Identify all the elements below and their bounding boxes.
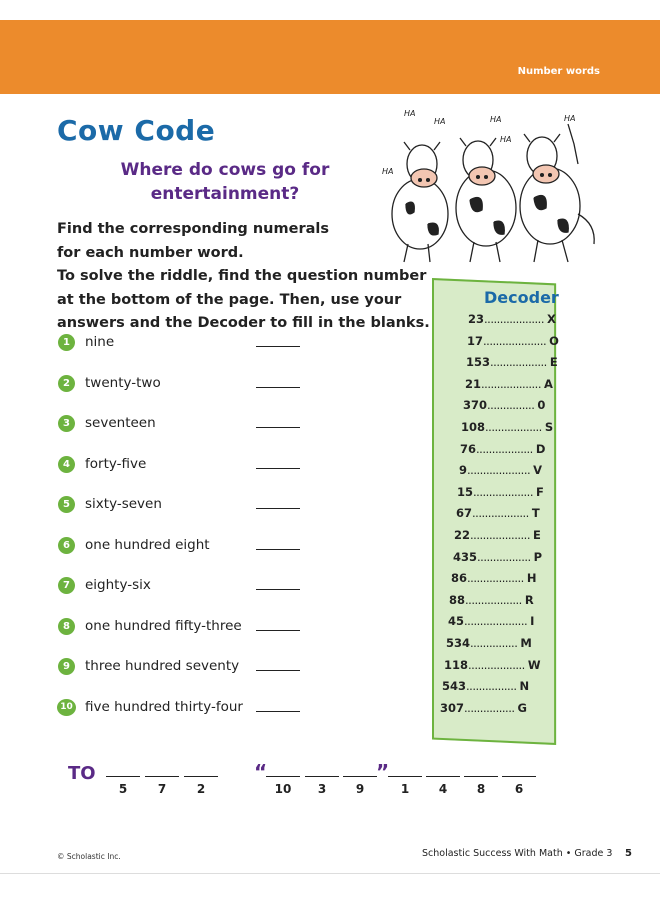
decoder-entry: 67.................. T: [456, 506, 540, 521]
answer-blank[interactable]: [256, 670, 300, 671]
decoder-entry: 21................... A: [465, 376, 553, 391]
laugh-text: HA: [490, 115, 502, 124]
question-number-badge: 8: [58, 618, 75, 635]
answer-blank[interactable]: [256, 549, 300, 550]
answer-blank[interactable]: [256, 468, 300, 469]
answer-blank[interactable]: [502, 776, 536, 777]
decoder-entry: 22................... E: [454, 528, 541, 542]
decoder-entry: 86.................. H: [451, 571, 537, 586]
decoder-title: Decoder: [484, 288, 559, 307]
number-word: seventeen: [85, 415, 156, 431]
decoder-letter: I: [530, 614, 535, 629]
decoder-letter: N: [519, 679, 530, 694]
decoder-number: 370: [463, 398, 488, 413]
decoder-number: 76: [460, 441, 477, 456]
book-title: Scholastic Success With Math • Grade 3: [422, 848, 613, 859]
blank-question-number: 8: [476, 782, 486, 796]
answer-blank[interactable]: [106, 776, 140, 777]
question-number-badge: 1: [58, 334, 75, 351]
decoder-number: 45: [448, 614, 465, 629]
answer-blank[interactable]: [266, 776, 300, 777]
blank-question-number: 4: [438, 782, 448, 796]
decoder-entry: 76.................. D: [460, 441, 546, 456]
decoder-letter: H: [526, 571, 537, 586]
decoder-letter: R: [524, 592, 534, 607]
section-label: Number words: [517, 66, 600, 77]
riddle-answer-line: [0, 760, 660, 800]
decoder-number: 307: [440, 700, 465, 715]
question-item: [58, 697, 318, 719]
decoder-number: 108: [461, 420, 486, 434]
laughing-cows-illustration: [378, 104, 603, 264]
number-word: nine: [85, 334, 115, 350]
decoder-entry: 15................... F: [457, 484, 544, 499]
decoder-number: 17: [467, 333, 484, 348]
decoder-entry: 17.................... O: [467, 333, 559, 348]
open-quote: “: [254, 760, 268, 784]
blank-question-number: 5: [118, 782, 128, 796]
answer-blank[interactable]: [256, 427, 300, 428]
answer-blank[interactable]: [464, 776, 498, 777]
decoder-letter: V: [533, 463, 543, 478]
question-number-badge: 10: [57, 699, 76, 716]
answer-blank[interactable]: [343, 776, 377, 777]
question-item: [58, 413, 318, 435]
question-item: [58, 575, 318, 597]
number-word: one hundred fifty-three: [85, 617, 242, 634]
decoder-letter: P: [533, 549, 543, 564]
answer-blank[interactable]: [184, 776, 218, 777]
laugh-text: HA: [404, 109, 416, 118]
answer-blank[interactable]: [426, 776, 460, 777]
question-item: [58, 656, 318, 678]
riddle-line: Where do cows go for: [120, 160, 330, 180]
instruction-line: for each number word.: [57, 244, 244, 261]
decoder-letter: O: [549, 333, 559, 348]
decoder-entry: 435................. P: [453, 549, 543, 564]
decoder-letter: S: [544, 420, 554, 434]
question-number-badge: 4: [58, 456, 75, 473]
blank-question-number: 6: [514, 782, 524, 796]
decoder-number: 15: [457, 484, 474, 499]
question-item: [58, 535, 318, 557]
question-number-badge: 9: [58, 658, 75, 675]
decoder-letter: W: [527, 657, 541, 672]
riddle-question: [95, 158, 355, 206]
decoder-number: 118: [444, 657, 469, 672]
number-word: twenty-two: [85, 374, 161, 391]
decoder-number: 21: [465, 376, 482, 391]
header-bar: [0, 20, 660, 94]
decoder-card: [432, 278, 558, 748]
answer-blank[interactable]: [388, 776, 422, 777]
decoder-entry: 153.................. E: [466, 355, 558, 370]
question-number-badge: 6: [58, 537, 75, 554]
decoder-letter: T: [531, 506, 540, 521]
instruction-line: To solve the riddle, find the question number: [57, 268, 427, 284]
decoder-entry: 88.................. R: [449, 592, 534, 607]
decoder-number: 22: [454, 528, 471, 542]
decoder-letter: E: [532, 528, 541, 542]
question-number-badge: 2: [58, 375, 75, 392]
decoder-letter: A: [543, 376, 553, 391]
decoder-entry: 370............... 0: [463, 398, 546, 413]
question-item: [58, 454, 318, 476]
number-word: eighty-six: [85, 577, 151, 593]
decoder-letter: D: [535, 441, 546, 456]
decoder-number: 86: [451, 571, 468, 586]
decoder-entry: 23................... X: [468, 312, 556, 326]
decoder-number: 67: [456, 506, 473, 521]
bottom-divider: [0, 873, 660, 874]
decoder-number: 534: [446, 636, 471, 650]
decoder-number: 543: [442, 679, 467, 694]
instruction-line: Find the corresponding numerals: [57, 221, 329, 237]
decoder-number: 153: [466, 355, 491, 370]
instruction-line: answers and the Decoder to fill in the blanks.: [57, 315, 430, 331]
decoder-number: 435: [453, 549, 478, 564]
laugh-text: HA: [564, 114, 576, 123]
riddle-line: entertainment?: [150, 184, 300, 204]
decoder-entry: 9.................... V: [459, 463, 543, 478]
number-word: one hundred eight: [85, 536, 210, 553]
page-title: Cow Code: [57, 114, 216, 147]
answer-blank[interactable]: [145, 776, 179, 777]
question-number-badge: 3: [58, 415, 75, 432]
copyright-notice: © Scholastic Inc.: [57, 852, 121, 861]
decoder-entry: 534............... M: [446, 636, 532, 650]
decoder-number: 88: [449, 592, 466, 607]
decoder-entry: 118.................. W: [444, 657, 541, 672]
instructions: [57, 218, 430, 336]
question-number-badge: 5: [58, 496, 75, 513]
blank-question-number: 9: [355, 782, 365, 796]
answer-prefix: TO: [68, 763, 96, 784]
question-number-badge: 7: [58, 577, 75, 594]
instruction-line: at the bottom of the page. Then, use your: [57, 291, 402, 308]
decoder-letter: 0: [537, 398, 546, 413]
decoder-letter: F: [535, 484, 544, 499]
number-word: sixty-seven: [85, 496, 162, 512]
answer-blank[interactable]: [256, 589, 300, 590]
question-item: [58, 616, 318, 638]
decoder-number: 9: [459, 463, 468, 478]
decoder-letter: G: [517, 700, 527, 715]
decoder-entry: 45.................... I: [448, 614, 535, 629]
laugh-text: HA: [382, 167, 394, 176]
answer-blank[interactable]: [256, 508, 300, 509]
answer-blank[interactable]: [256, 711, 300, 712]
number-word: forty-five: [85, 455, 147, 472]
decoder-entry: 307................ G: [440, 700, 527, 715]
blank-question-number: 3: [317, 782, 327, 796]
laugh-text: HA: [500, 135, 512, 144]
page-number: 5: [625, 848, 632, 859]
number-word: three hundred seventy: [85, 658, 240, 674]
answer-blank[interactable]: [256, 387, 300, 388]
blank-question-number: 7: [157, 782, 167, 796]
blank-question-number: 1: [400, 782, 410, 796]
laugh-text: HA: [434, 117, 446, 126]
decoder-number: 23: [468, 312, 485, 326]
decoder-letter: M: [520, 636, 532, 650]
question-item: [58, 494, 318, 516]
decoder-letter: X: [546, 312, 556, 326]
decoder-entry: 108.................. S: [461, 420, 554, 434]
decoder-entry: 543................ N: [442, 679, 530, 694]
decoder-letter: E: [549, 355, 558, 370]
answer-blank[interactable]: [256, 630, 300, 631]
blank-question-number: 10: [274, 782, 292, 796]
question-item: [58, 332, 318, 354]
question-item: [58, 373, 318, 395]
answer-blank[interactable]: [305, 776, 339, 777]
answer-blank[interactable]: [256, 346, 300, 347]
close-quote: ”: [376, 760, 390, 784]
blank-question-number: 2: [196, 782, 206, 796]
number-word: five hundred thirty-four: [85, 698, 243, 715]
